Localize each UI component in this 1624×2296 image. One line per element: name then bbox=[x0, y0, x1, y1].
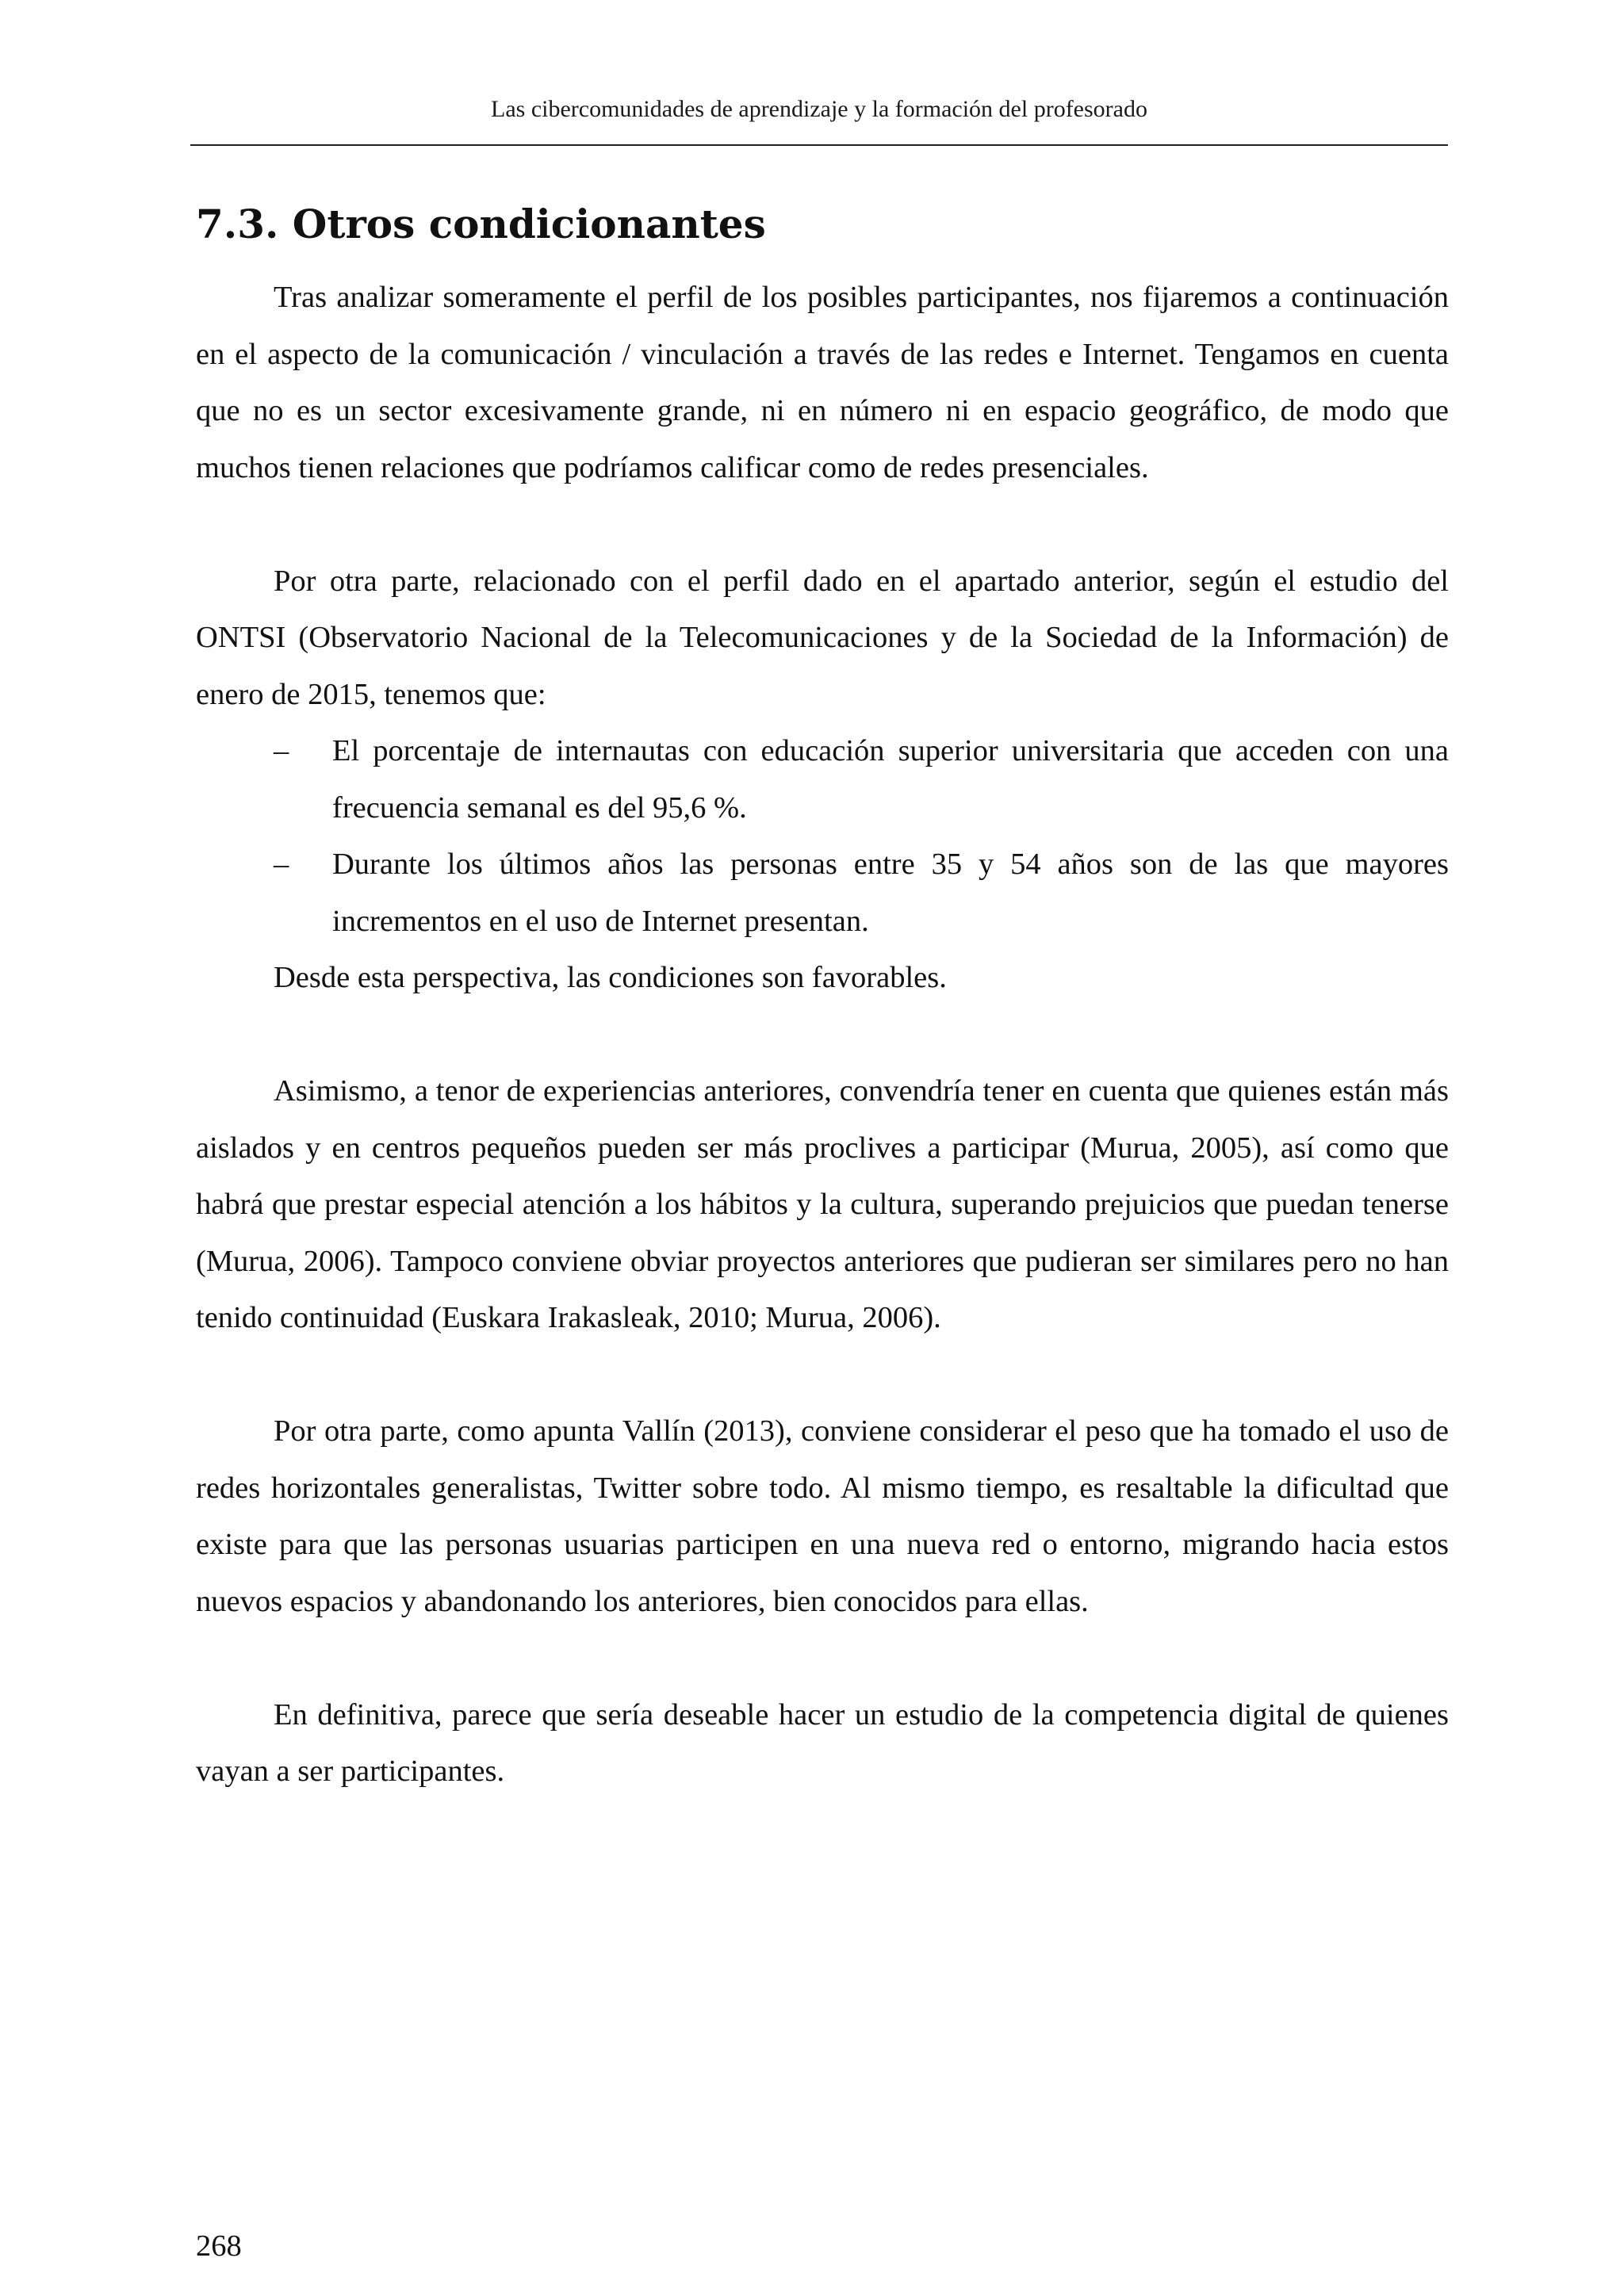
paragraph-ontsi-study: Por otra parte, relacionado con el perfil dado en el apartado anterior, según el estudio del ONTSI (Observatorio Nacional de la Telecomunicaciones y de la Sociedad de la Información) de enero de 2015, tenemos que: bbox=[196, 564, 1449, 711]
paragraph-experiences: Asimismo, a tenor de experiencias anteriores, convendría tener en cuenta que quienes están más aislados y en centros pequeños pueden ser más proclives a participar (Murua, 2005), así como que habrá que prestar especial atención a los hábitos y la cultura, superando prejuicios que puedan tenerse (Murua, 2006). Tampoco conviene obviar proyectos anteriores que pudieran ser similares pero no han tenido continuidad (Euskara Irakasleak, 2010; Murua, 2006). bbox=[196, 1074, 1449, 1334]
bullet-item bbox=[196, 836, 1449, 950]
body-text bbox=[196, 270, 1449, 1800]
paragraph-intro: Tras analizar someramente el perfil de los posibles participantes, nos fijaremos a continuación en el aspecto de la comunicación / vinculación a través de las redes e Internet. Tengamos en cuenta que no es un sector excesivamente grande, ni en número ni en espacio geográfico, de modo que muchos tienen relaciones que podríamos calificar como de redes presenciales. bbox=[196, 281, 1449, 484]
dash-marker: – bbox=[274, 734, 289, 767]
paragraph-conclusion-line: Desde esta perspectiva, las condiciones son favorables. bbox=[274, 961, 947, 994]
dash-marker: – bbox=[274, 848, 289, 881]
bullet-text: El porcentaje de internautas con educación superior universitaria que acceden con una frecuencia semanal es del 95,6 %. bbox=[332, 734, 1449, 825]
running-header: Las cibercomunidades de aprendizaje y la formación del profesorado bbox=[491, 96, 1147, 122]
header-divider bbox=[190, 144, 1448, 146]
bullet-list bbox=[196, 723, 1449, 950]
bullet-text: Durante los últimos años las personas entre 35 y 54 años son de las que mayores incrementos en el uso de Internet presentan. bbox=[332, 848, 1449, 938]
page-number: 268 bbox=[196, 2229, 242, 2263]
bullet-item bbox=[196, 723, 1449, 836]
section-heading: 7.3. Otros condicionantes bbox=[196, 201, 766, 247]
paragraph-final: En definitiva, parece que sería deseable hacer un estudio de la competencia digital de quienes vayan a ser participantes. bbox=[196, 1697, 1449, 1788]
paragraph-vallin: Por otra parte, como apunta Vallín (2013), conviene considerar el peso que ha tomado el uso de redes horizontales generalistas, Twitter sobre todo. Al mismo tiempo, es resaltable la dificultad que existe para que las personas usuarias participen en una nueva red o entorno, migrando hacia estos nuevos espacios y abandonando los anteriores, bien conocidos para ellas. bbox=[196, 1414, 1449, 1618]
